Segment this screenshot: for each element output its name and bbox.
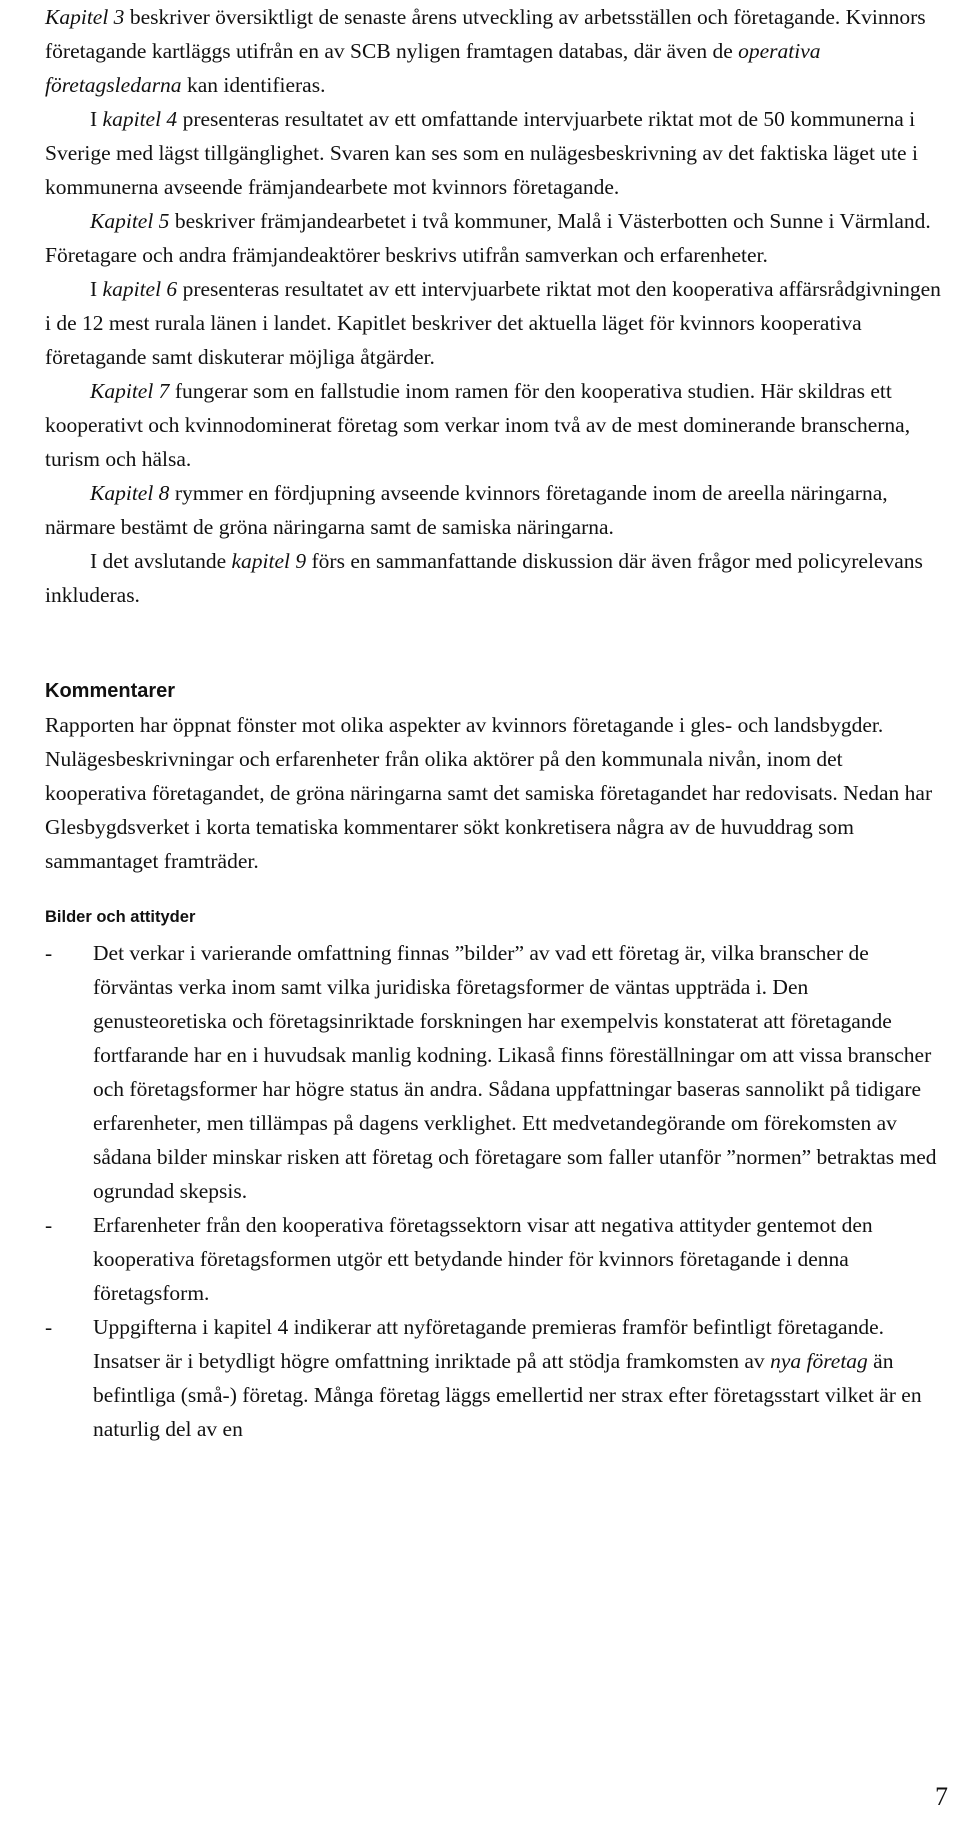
chapter-ref: Kapitel 3 [45, 5, 125, 29]
paragraph-text: beskriver översiktligt de senaste årens utveckling av arbetsställen och företagande. Kvinnors företagande kartläggs utifrån en av SCB nyligen framtagen databas, där även de [45, 5, 926, 63]
chapter-ref: Kapitel 7 [90, 379, 170, 403]
dash-bullet-icon: - [45, 1315, 53, 1339]
paragraph-text: presenteras resultatet av ett intervjuarbete riktat mot den kooperativa affärsrådgivningen i de 12 mest rurala länen i landet. Kapitlet beskriver det aktuella läget för kvinnors kooperativa företagande samt diskuterar möjliga åtgärder. [45, 277, 941, 369]
subsection-heading-bilder-och-attityder: Bilder och attityder [45, 908, 196, 926]
paragraph-text: fungerar som en fallstudie inom ramen för den kooperativa studien. Här skildras ett kooperativt och kvinnodominerat företag som verkar inom två av de mest dominerande branscherna, turism och hälsa. [45, 379, 911, 471]
chapter-ref: kapitel 4 [102, 107, 178, 131]
dash-bullet-icon: - [45, 941, 53, 965]
chapter-ref: Kapitel 5 [90, 209, 170, 233]
paragraph-kapitel-3 [45, 0, 945, 102]
paragraph-text: presenteras resultatet av ett omfattande intervjuarbete riktat mot de 50 kommunerna i Sverige med lägst tillgänglighet. Svaren kan ses som en nulägesbeskrivning av det faktiska läget ute i kommunerna avseende främjandearbete mot kvinnors företagande. [45, 107, 918, 199]
list-item [45, 936, 945, 1208]
paragraph-kapitel-7 [45, 374, 945, 476]
list-item-text-part: Uppgifterna i kapitel 4 indikerar att nyföretagande premieras framför befintligt företagande. Insatser är i betydligt högre omfattning inriktade på att stödja framkomsten av [93, 1315, 884, 1373]
paragraph-text: I [90, 277, 103, 301]
paragraph-text: I det avslutande [90, 549, 232, 573]
section-heading-kommentarer: Kommentarer [45, 680, 176, 702]
list-item-text [93, 1315, 922, 1441]
chapter-ref: kapitel 6 [102, 277, 178, 301]
paragraph-kommentarer: Rapporten har öppnat fönster mot olika aspekter av kvinnors företagande i gles- och landsbygder. Nulägesbeskrivningar och erfarenheter från olika aktörer på den kommunala nivån, inom det kooperativa företagandet, de gröna näringarna samt det samiska företagandet har redovisats. Nedan har Glesbygdsverket i korta tematiska kommentarer sökt konkretisera några av de huvuddrag som sammantaget framträder. [45, 713, 933, 873]
emphasis-text: operativa företagsledarna [45, 39, 821, 97]
list-item-text: Det verkar i varierande omfattning finnas ”bilder” av vad ett företag är, vilka branscher de förväntas verka inom samt vilka juridiska företagsformer de väntas uppträda i. Den genusteoretiska och företagsinriktade forskningen har exempelvis konstaterat att företagande fortfarande har en i huvudsak manlig kodning. Likaså finns föreställningar om att vissa branscher och företagsformer har högre status än andra. Sådana uppfattningar baseras sannolikt på tidigare erfarenheter, men tillämpas på dagens verklighet. Ett medvetandegörande om förekomsten av sådana bilder minskar risken att företag och företagare som faller utanför ”normen” betraktas med ogrundad skepsis. [93, 941, 937, 1203]
list-item [45, 1310, 945, 1446]
paragraph-text: rymmer en fördjupning avseende kvinnors företagande inom de areella näringarna, närmare bestämt de gröna näringarna samt de samiska näringarna. [45, 481, 888, 539]
paragraph-text: I [90, 107, 103, 131]
page-number: 7 [935, 1782, 948, 1811]
chapter-ref: Kapitel 8 [90, 481, 170, 505]
paragraph-kapitel-8 [45, 476, 945, 544]
list-item-text-part: än befintliga (små-) företag. Många företag läggs emellertid ner strax efter företagsstart vilket är en naturlig del av en [93, 1349, 922, 1441]
paragraph-kapitel-4 [45, 102, 945, 204]
dash-bullet-icon: - [45, 1213, 53, 1237]
paragraph-kapitel-6 [45, 272, 945, 374]
paragraph-text: beskriver främjandearbetet i två kommuner, Malå i Västerbotten och Sunne i Värmland. Företagare och andra främjandeaktörer beskrivs utifrån samverkan och erfarenheter. [45, 209, 931, 267]
list-item-text: Erfarenheter från den kooperativa företagssektorn visar att negativa attityder gentemot den kooperativa företagsformen utgör ett betydande hinder för kvinnors företagande i denna företagsform. [93, 1213, 873, 1305]
list-item [45, 1208, 945, 1310]
bullet-list [45, 936, 945, 1446]
paragraph-kapitel-9 [45, 544, 945, 612]
emphasis-text: nya företag [770, 1349, 868, 1373]
chapter-ref: kapitel 9 [231, 549, 307, 573]
paragraph-kapitel-5 [45, 204, 945, 272]
paragraph-text: förs en sammanfattande diskussion där även frågor med policyrelevans inkluderas. [45, 549, 923, 607]
paragraph-text: kan identifieras. [181, 73, 326, 97]
document-page [45, 0, 945, 1446]
